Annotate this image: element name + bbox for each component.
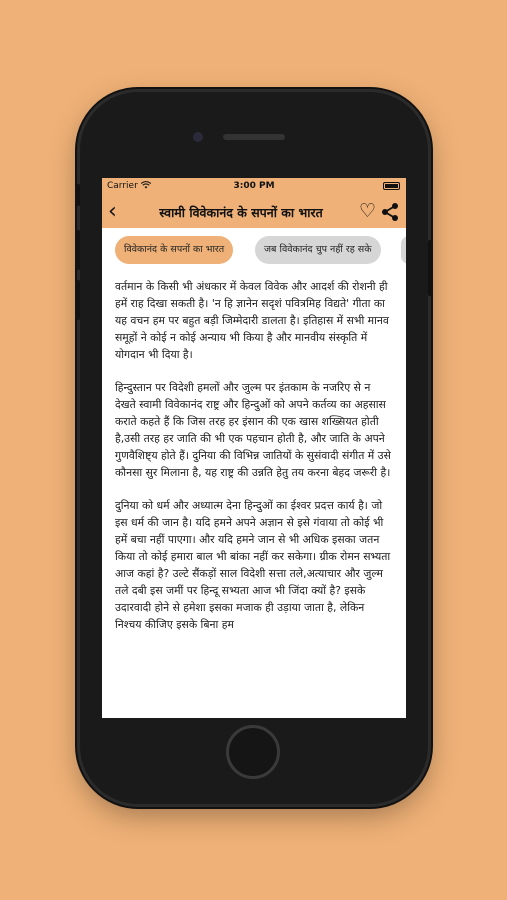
tab-chapter-3-partial[interactable] [401, 236, 406, 264]
mute-switch [76, 184, 80, 206]
phone-frame [80, 92, 428, 804]
article-paragraph: वर्तमान के किसी भी अंधकार में केवल विवेक और आदर्श की रोशनी ही हमें राह दिखा सकती है। 'न हि ज्ञानेन सदृशं पवित्रमिह विद्यते' गीता का यह वचन हम पर बहुत बड़ी जिम्मेदारी डालता है। इतिहास में सभी मानव समूहों ने कोई न कोई अन्याय भी किया है और मानवीय संस्कृति में योगदान भी दिया है। [115, 280, 389, 361]
earpiece-speaker [223, 134, 285, 140]
status-time: 3:00 PM [233, 181, 275, 191]
chevron-left-icon[interactable]: ‹ [108, 199, 117, 224]
navigation-bar [102, 196, 406, 228]
status-bar [102, 178, 406, 196]
article-paragraph: हिन्दुस्तान पर विदेशी हमलों और जुल्म पर इंतकाम के नजरिए से न देखते स्वामी विवेकानंद राष्ट्र और हिन्दुओं को अपने कर्तव्य का अहसास कराते कहते हैं कि जिस तरह हर इंसान की एक खास शख्सियत होती है,उसी तरह हर जाति की भी एक पहचान होती है, और जाति के अपने गुणवैशिष्ट्य होते हैं। दुनिया की विभिन्न जातियों के सुसंवादी संगीत में उसे कौनसा सुर मिलाना है, यह राष्ट्र की उन्नति हेतु तय करना बेहद जरूरी है। [115, 381, 391, 479]
article-paragraph: दुनिया को धर्म और अध्यात्म देना हिन्दुओं का ईश्वर प्रदत्त कार्य है। जो इस धर्म की जान है। यदि हमने अपने अज्ञान से इसे गंवाया तो कोई भी हमें बचा नहीं पाएगा। और यदि हमने जान से भी अधिक इसका जतन किया तो कोई हमारा बाल भी बांका नहीं कर सकेगा। ग्रीक रोमन सभ्यता आज कहां है? उल्टे सैंकड़ों साल विदेशी सत्ता तले,अत्याचार और जुल्म तले दबी इस जमीं पर हिन्दू सभ्यता आज भी जिंदा क्यों है? इसके उदारवादी होने से हमेशा इसका मजाक ही उड़ाया जाता है, लेकिन निश्चय कीजिए इसके बिना हम [115, 499, 391, 631]
article-body [102, 278, 406, 718]
tab-chapter-2[interactable]: जब विवेकानंद चुप नहीं रह सके [255, 236, 381, 264]
share-icon[interactable] [380, 202, 400, 222]
volume-down-button [76, 280, 80, 320]
power-button [428, 240, 432, 296]
chapter-tabs [102, 228, 406, 268]
tab-chapter-1[interactable]: विवेकानंद के सपनों का भारत [115, 236, 233, 264]
home-button[interactable] [226, 725, 280, 779]
heart-icon[interactable]: ♡ [358, 200, 376, 222]
app-screen [102, 178, 406, 718]
carrier-text: Carrier [107, 181, 138, 191]
page-title: स्वामी विवेकानंद के सपनों का भारत [159, 205, 323, 220]
battery-icon [383, 182, 400, 190]
volume-up-button [76, 230, 80, 270]
front-camera [193, 132, 203, 142]
